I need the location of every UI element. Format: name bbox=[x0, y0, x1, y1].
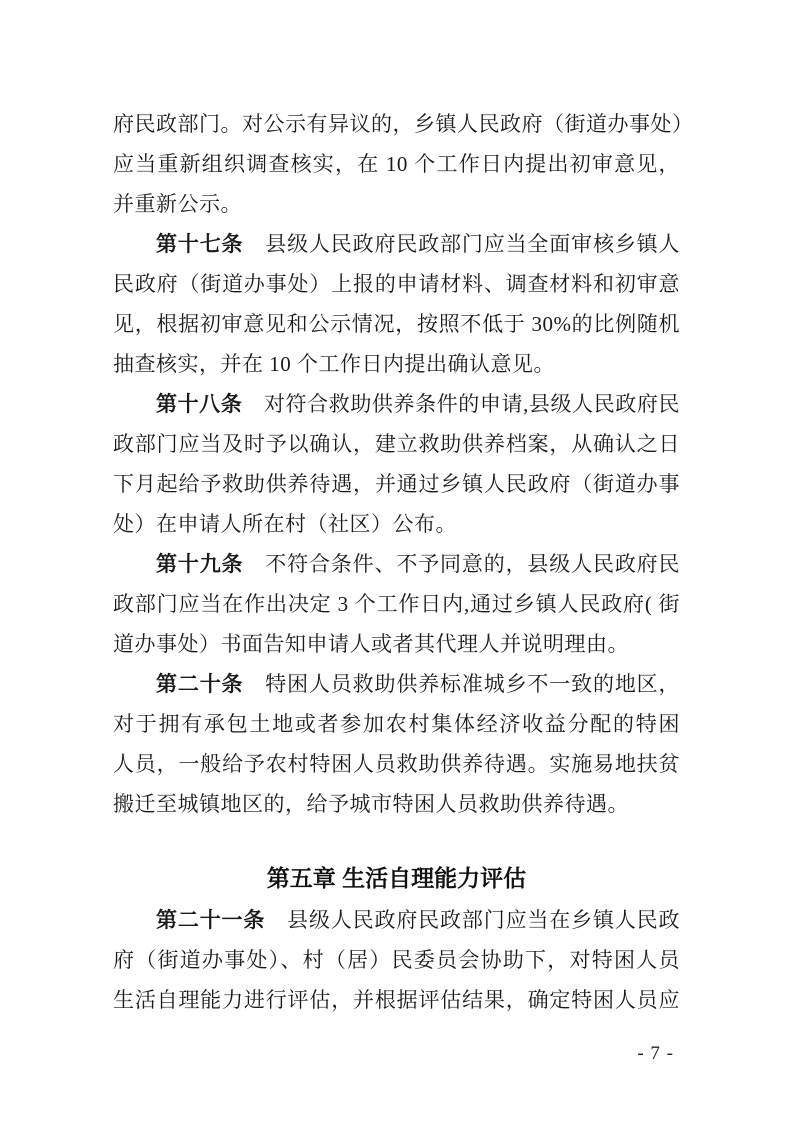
body-line-text: 府（街道办事处）、村（居）民委员会协助下，对特困人员 bbox=[113, 948, 680, 972]
body-line bbox=[113, 784, 680, 824]
article-number: 第十七条 bbox=[156, 232, 244, 256]
body-line bbox=[113, 744, 680, 784]
body-line bbox=[113, 424, 680, 464]
body-line-text: 并重新公示。 bbox=[113, 192, 242, 216]
body-line bbox=[113, 940, 680, 980]
body-line bbox=[113, 344, 680, 384]
body-line-text: 下月起给予救助供养待遇，并通过乡镇人民政府（街道办事 bbox=[113, 472, 680, 496]
body-line bbox=[113, 184, 680, 224]
article-number: 第二十一条 bbox=[156, 908, 266, 932]
body-line-text: 县级人民政府民政部门应当在乡镇人民政 bbox=[265, 908, 681, 932]
document-body bbox=[113, 104, 694, 1020]
body-line bbox=[113, 304, 680, 344]
body-line-text: 民政府（街道办事处）上报的申请材料、调查材料和初审意 bbox=[113, 272, 680, 296]
body-line bbox=[113, 980, 680, 1020]
body-line-text: 特困人员救助供养标准城乡不一致的地区， bbox=[243, 672, 681, 696]
body-line-text: 对符合救助供养条件的申请,县级人民政府民 bbox=[242, 392, 680, 416]
body-line bbox=[113, 144, 680, 184]
body-line-text: 对于拥有承包土地或者参加农村集体经济收益分配的特困 bbox=[113, 712, 680, 736]
body-line bbox=[113, 464, 680, 504]
body-line-text: 搬迁至城镇地区的，给予城市特困人员救助供养待遇。 bbox=[113, 792, 629, 816]
body-line-text: 县级人民政府民政部门应当全面审核乡镇人 bbox=[243, 232, 681, 256]
article-number: 第十九条 bbox=[156, 552, 244, 576]
body-line-text: 政部门应当及时予以确认，建立救助供养档案，从确认之日 bbox=[113, 432, 680, 456]
body-line-text: 应当重新组织调查核实，在 10 个工作日内提出初审意见， bbox=[113, 152, 680, 176]
article-number: 第十八条 bbox=[156, 392, 243, 416]
page-number: - 7 - bbox=[637, 1043, 674, 1064]
body-line-text: 生活自理能力进行评估，并根据评估结果，确定特困人员应 bbox=[113, 988, 680, 1012]
body-line-text: 人员，一般给予农村特困人员救助供养待遇。实施易地扶贫 bbox=[113, 752, 680, 776]
body-line bbox=[113, 704, 680, 744]
article-number: 第二十条 bbox=[156, 672, 244, 696]
body-line-text: 抽查核实，并在 10 个工作日内提出确认意见。 bbox=[113, 352, 555, 376]
body-line-text: 政部门应当在作出决定 3 个工作日内,通过乡镇人民政府( 街 bbox=[113, 592, 680, 616]
body-line bbox=[113, 504, 680, 544]
body-line-text: 道办事处）书面告知申请人或者其代理人并说明理由。 bbox=[113, 632, 629, 656]
body-line-text: 处）在申请人所在村（社区）公布。 bbox=[113, 512, 457, 536]
body-line-text: 府民政部门。对公示有异议的，乡镇人民政府（街道办事处） bbox=[113, 112, 694, 136]
body-line-text: 见，根据初审意见和公示情况，按照不低于 30%的比例随机 bbox=[113, 312, 680, 336]
body-line-text: 不符合条件、不予同意的，县级人民政府民 bbox=[243, 552, 681, 576]
body-line-article-17 bbox=[113, 224, 680, 264]
body-line-article-20 bbox=[113, 664, 680, 704]
body-line-article-18 bbox=[113, 384, 680, 424]
chapter-heading: 第五章 生活自理能力评估 bbox=[266, 865, 527, 891]
body-line-article-19 bbox=[113, 544, 680, 584]
body-line bbox=[113, 104, 694, 144]
body-line bbox=[113, 264, 680, 304]
body-line bbox=[113, 584, 680, 624]
body-line-article-21 bbox=[113, 900, 680, 940]
body-line bbox=[113, 624, 680, 664]
